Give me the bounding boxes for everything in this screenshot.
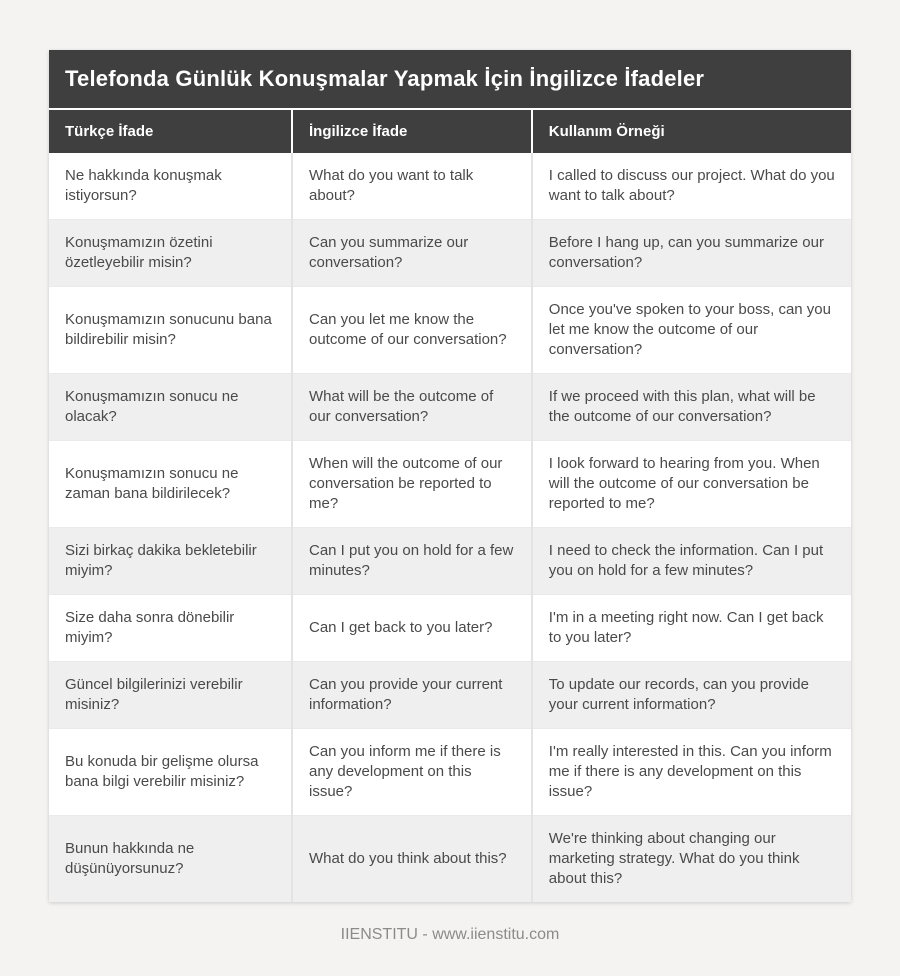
cell-english-phrase: Can I put you on hold for a few minutes? xyxy=(292,528,532,595)
cell-usage-example: To update our records, can you provide your current information? xyxy=(532,662,851,729)
cell-english-phrase: Can you summarize our conversation? xyxy=(292,220,532,287)
cell-turkish-phrase: Bunun hakkında ne düşünüyorsunuz? xyxy=(49,816,292,903)
cell-turkish-phrase: Konuşmamızın sonucu ne olacak? xyxy=(49,374,292,441)
cell-usage-example: I'm really interested in this. Can you inform me if there is any development on this issue? xyxy=(532,729,851,816)
cell-turkish-phrase: Size daha sonra dönebilir miyim? xyxy=(49,595,292,662)
phrases-table-card xyxy=(49,50,851,902)
cell-turkish-phrase: Sizi birkaç dakika bekletebilir miyim? xyxy=(49,528,292,595)
cell-english-phrase: Can you provide your current information? xyxy=(292,662,532,729)
cell-english-phrase: Can you let me know the outcome of our conversation? xyxy=(292,287,532,374)
table-header-row xyxy=(49,110,851,153)
column-header-turkish-phrase: Türkçe İfade xyxy=(49,110,292,153)
table-row xyxy=(49,374,851,441)
cell-english-phrase: What will be the outcome of our conversation? xyxy=(292,374,532,441)
column-header-english-phrase: İngilizce İfade xyxy=(292,110,532,153)
cell-english-phrase: Can I get back to you later? xyxy=(292,595,532,662)
page-title: Telefonda Günlük Konuşmalar Yapmak İçin İngilizce İfadeler xyxy=(49,50,851,110)
table-body xyxy=(49,153,851,902)
table-row xyxy=(49,287,851,374)
table-row xyxy=(49,595,851,662)
table-row xyxy=(49,729,851,816)
cell-usage-example: I called to discuss our project. What do you want to talk about? xyxy=(548,167,835,204)
cell-turkish-phrase: Konuşmamızın sonucunu bana bildirebilir misin? xyxy=(49,287,292,374)
cell-english-phrase: What do you want to talk about? xyxy=(292,153,532,220)
table-row xyxy=(49,528,851,595)
cell-turkish-phrase: Bu konuda bir gelişme olursa bana bilgi verebilir misiniz? xyxy=(49,729,292,816)
cell-usage-example: Once you've spoken to your boss, can you let me know the outcome of our conversation? xyxy=(532,287,851,374)
table-row xyxy=(49,662,851,729)
column-header-usage-example: Kullanım Örneği xyxy=(532,110,851,153)
cell-english-phrase: Can you inform me if there is any development on this issue? xyxy=(292,729,532,816)
cell-usage-example: If we proceed with this plan, what will be the outcome of our conversation? xyxy=(532,374,851,441)
cell-usage-example: I need to check the information. Can I put you on hold for a few minutes? xyxy=(532,528,851,595)
cell-turkish-phrase: Güncel bilgilerinizi verebilir misiniz? xyxy=(49,662,292,729)
cell-english-phrase: What do you think about this? xyxy=(292,816,532,903)
cell-usage-example: I'm in a meeting right now. Can I get back to you later? xyxy=(532,595,851,662)
table-row xyxy=(49,153,851,220)
table-row xyxy=(49,816,851,903)
cell-turkish-phrase: Ne hakkında konuşmak istiyorsun? xyxy=(49,153,292,220)
phrases-table xyxy=(49,110,851,902)
cell-english-phrase: When will the outcome of our conversation be reported to me? xyxy=(292,441,532,528)
footer-credit: IIENSTITU - www.iienstitu.com xyxy=(340,926,560,943)
table-row xyxy=(49,441,851,528)
table-row xyxy=(49,220,851,287)
cell-usage-example: Before I hang up, can you summarize our conversation? xyxy=(532,220,851,287)
cell-turkish-phrase: Konuşmamızın özetini özetleyebilir misin? xyxy=(49,220,292,287)
cell-usage-example: We're thinking about changing our marketing strategy. What do you think about this? xyxy=(532,816,851,903)
cell-turkish-phrase: Konuşmamızın sonucu ne zaman bana bildirilecek? xyxy=(49,441,292,528)
cell-usage-example: I look forward to hearing from you. When will the outcome of our conversation be reported to me? xyxy=(532,441,851,528)
